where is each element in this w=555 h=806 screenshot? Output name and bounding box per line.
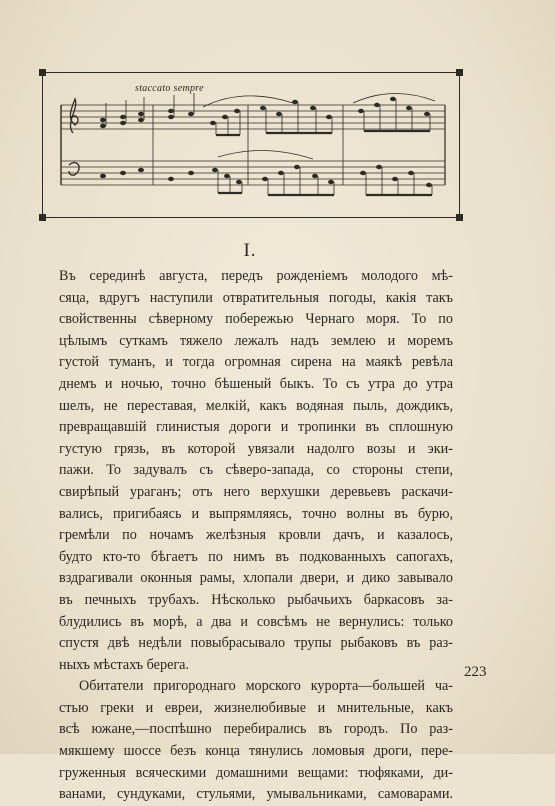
- text-line: шелъ, не переставая, мелкій, какъ водяная пыль, дождикъ,: [59, 397, 453, 414]
- text-line: вздрагивали оконныя рамы, хлопали двери, и дико завывало: [59, 570, 453, 587]
- music-notation-frame: [42, 72, 460, 218]
- text-line: стью греки и евреи, жизнелюбивые и мнительные, какъ: [59, 699, 453, 716]
- text-line: густой туманъ, и тогда огромная сирена на маякѣ ревѣла: [59, 354, 453, 371]
- body-text: [59, 266, 453, 806]
- page-number: 223: [464, 664, 487, 680]
- text-line: ванами, сундуками, стульями, умывальниками, самоварами.: [59, 786, 453, 803]
- text-line: Въ серединѣ августа, передъ рожденіемъ молодого мѣ-: [59, 268, 453, 284]
- text-line: всѣ южане,—поспѣшно перебирались въ городъ. По раз-: [59, 721, 453, 738]
- text-line: сяца, вдругъ наступили отвратительныя погоды, какія такъ: [59, 289, 453, 306]
- tempo-marking: staccato sempre: [135, 83, 204, 94]
- text-line: превращавшій глинистыя дороги и тропинки въ сплошную: [59, 419, 453, 436]
- text-line: блудились въ морѣ, а два и совсѣмъ не вернулись: только: [59, 613, 453, 630]
- text-line: ныхъ мѣстахъ берега.: [59, 656, 190, 673]
- text-line: свирѣпый ураганъ; отъ него верхушки деревьевъ раскачи-: [59, 483, 453, 500]
- text-line: Обитатели пригороднаго морского курорта—большей ча-: [79, 678, 453, 695]
- text-line: гремѣли по ночамъ желѣзныя кровли дачъ, и казалось,: [59, 527, 453, 544]
- text-line: днемъ и ночью, точно бѣшеный быкъ. То съ утра до утра: [59, 375, 453, 392]
- text-line: мякшему шоссе безъ конца тянулись ломовыя дроги, пере-: [59, 743, 453, 760]
- text-line: цѣлымъ суткамъ тяжело лежалъ надъ землею и моремъ: [59, 332, 453, 349]
- text-line: густую грязь, въ которой увязали надолго возы и эки-: [59, 440, 453, 457]
- text-line: въ печныхъ трубахъ. Нѣсколько рыбачьихъ баркасовъ за-: [59, 591, 453, 608]
- text-line: спустя двѣ недѣли повыбрасывало трупы рыбаковъ въ раз-: [59, 635, 453, 652]
- chapter-heading: I.: [243, 240, 257, 261]
- text-line: пажи. То задувалъ съ сѣверо-запада, со стороны степи,: [59, 462, 453, 479]
- text-line: свойственны сѣверному побережью Чернаго моря. То по: [59, 311, 453, 328]
- text-line: вались, пригибаясь и выпрямляясь, точно волны въ бурю,: [59, 505, 453, 522]
- text-line: груженныя всяческими домашними вещами: тюфяками, ди-: [59, 764, 453, 781]
- music-score-illustration: [43, 73, 461, 219]
- text-line: будто кто-то бѣгаетъ по нимъ въ подкованныхъ сапогахъ,: [59, 548, 453, 565]
